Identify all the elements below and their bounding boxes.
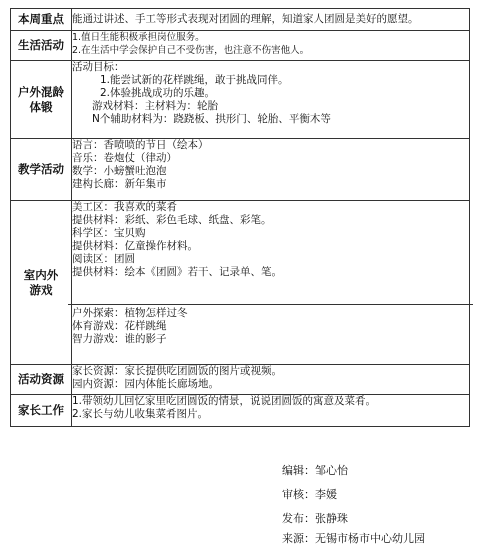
row-outdoor bbox=[11, 61, 470, 139]
publisher-credit: 发布：张静珠 bbox=[282, 512, 348, 525]
weekly-plan-table bbox=[10, 8, 470, 427]
list-item: 音乐：卷炮仗（律动） bbox=[72, 152, 177, 164]
list-item: 科学区：宝贝购 bbox=[72, 227, 146, 239]
row-focus bbox=[11, 9, 470, 31]
list-item: 提供材料：亿童操作材料。 bbox=[72, 240, 198, 252]
source-credit: 来源：无锡市杨市中心幼儿园 bbox=[282, 532, 425, 545]
list-item: 1.能尝试新的花样跳绳，敢于挑战同伴。 bbox=[100, 74, 289, 86]
row-label: 教学活动 bbox=[11, 139, 72, 201]
list-item: 1.值日生能积极承担岗位服务。 bbox=[72, 32, 205, 43]
list-item: 2.体验挑战成功的乐趣。 bbox=[100, 87, 216, 99]
row-life bbox=[11, 31, 470, 61]
reviewer-credit: 审核：李媛 bbox=[282, 488, 337, 501]
row-indoor bbox=[11, 201, 470, 365]
row-parents bbox=[11, 395, 470, 427]
row-teaching bbox=[11, 139, 470, 201]
row-label: 室内外 bbox=[23, 267, 59, 282]
list-item: 体育游戏：花样跳绳 bbox=[72, 320, 167, 332]
list-item: N个辅助材料为：跷跷板、拱形门、轮胎、平衡木等 bbox=[92, 113, 331, 125]
list-item: 2.家长与幼儿收集菜肴图片。 bbox=[72, 408, 209, 420]
list-item: 1.带领幼儿回忆家里吃团圆饭的情景，说说团圆饭的寓意及菜肴。 bbox=[72, 395, 377, 407]
divider bbox=[68, 304, 473, 305]
list-item: 美工区：我喜欢的菜肴 bbox=[72, 201, 177, 213]
row-label: 生活活动 bbox=[11, 31, 72, 61]
list-item: 语言：香喷喷的节日（绘本） bbox=[72, 139, 209, 151]
list-item: 活动目标： bbox=[72, 61, 125, 73]
row-label: 户外混龄 bbox=[18, 84, 64, 99]
list-item: 家长资源：家长提供吃团圆饭的图片或视频。 bbox=[72, 365, 282, 377]
list-item: 户外探索：植物怎样过冬 bbox=[72, 307, 188, 319]
list-item: 2.在生活中学会保护自己不受伤害，也注意不伤害他人。 bbox=[72, 45, 310, 56]
list-item: 提供材料：彩纸、彩色毛球、纸盘、彩笔。 bbox=[72, 214, 272, 226]
row-label: 活动资源 bbox=[11, 365, 72, 395]
row-label: 家长工作 bbox=[11, 395, 72, 427]
focus-text: 能通过讲述、手工等形式表现对团圆的理解，知道家人团圆是美好的愿望。 bbox=[72, 13, 419, 25]
row-label: 本周重点 bbox=[11, 9, 72, 31]
row-label: 游戏 bbox=[29, 282, 53, 297]
list-item: 数学：小螃蟹吐泡泡 bbox=[72, 165, 167, 177]
row-label: 体锻 bbox=[29, 99, 53, 114]
row-resources bbox=[11, 365, 470, 395]
list-item: 阅读区：团圆 bbox=[72, 253, 135, 265]
list-item: 提供材料：绘本《团圆》若干、记录单、笔。 bbox=[72, 266, 282, 278]
list-item: 园内资源：园内体能长廊场地。 bbox=[72, 378, 219, 390]
list-item: 游戏材料：主材料为：轮胎 bbox=[92, 100, 218, 112]
editor-credit: 编辑：邹心怡 bbox=[282, 464, 348, 477]
list-item: 建构长廊：新年集市 bbox=[72, 178, 167, 190]
list-item: 智力游戏：谁的影子 bbox=[72, 333, 167, 345]
